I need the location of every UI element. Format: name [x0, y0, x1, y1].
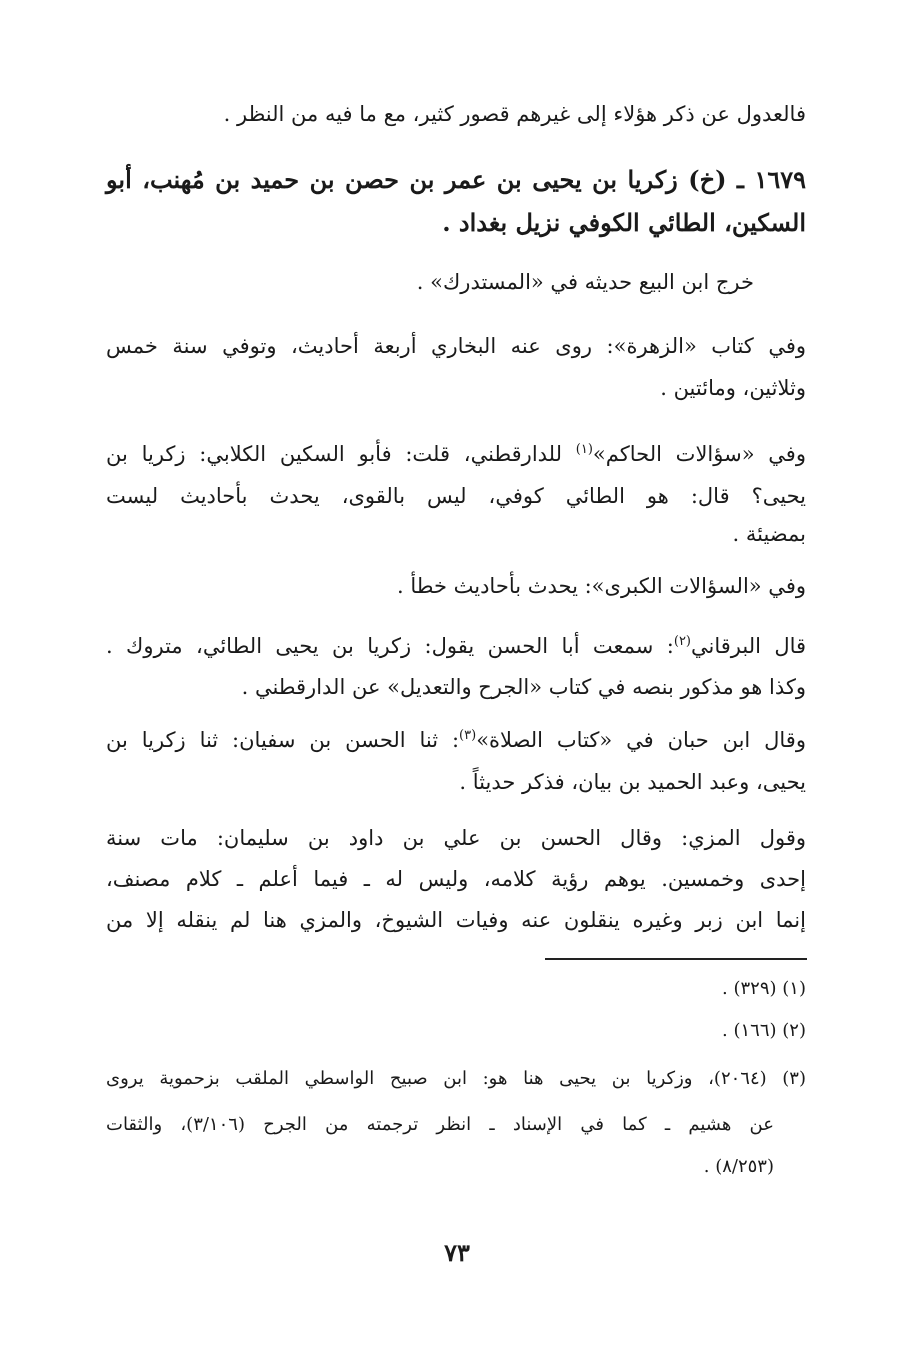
footnote-continuation: (٨/٢٥٣) . — [703, 1156, 774, 1177]
text-line: وكذا هو مذكور بنصه في كتاب «الجرح والتعديل» عن الدارقطني . — [241, 675, 806, 699]
text-line — [106, 630, 806, 662]
footnote-continuation: عن هشيم ـ كما في الإسناد ـ انظر ترجمته من الجرح (٣/١٠٦)، والثقات — [106, 1114, 774, 1135]
footnote: (١) (٣٢٩) . — [722, 978, 806, 999]
text-line: إنما ابن زبر وغيره ينقلون عنه وفيات الشيوخ، والمزي هنا لم ينقله إلا من — [106, 908, 806, 932]
text-line: وفي «السؤالات الكبرى»: يحدث بأحاديث خطأ . — [396, 574, 806, 598]
text-segment: وفي «سؤالات الحاكم» — [592, 442, 806, 466]
footnote-reference: (٣) — [459, 728, 477, 743]
text-segment: قال البرقاني — [691, 634, 807, 658]
text-line — [106, 724, 806, 756]
footnote-reference: (٢) — [673, 634, 691, 649]
text-segment: وقال ابن حبان في «كتاب الصلاة» — [476, 728, 806, 752]
text-segment: : ثنا الحسن بن سفيان: ثنا زكريا بن — [106, 728, 460, 752]
footnote: (٣) (٢٠٦٤)، وزكريا بن يحيى هنا هو: ابن صبيح الواسطي الملقب بزحموية يروى — [106, 1068, 806, 1089]
footnote: (٢) (١٦٦) . — [722, 1020, 806, 1041]
footnote-reference: (١) — [575, 442, 593, 457]
entry-heading-line: السكين، الطائي الكوفي نزيل بغداد . — [442, 208, 806, 237]
text-line: فالعدول عن ذكر هؤلاء إلى غيرهم قصور كثير، مع ما فيه من النظر . — [223, 102, 806, 126]
text-line: خرج ابن البيع حديثه في «المستدرك» . — [416, 270, 754, 294]
text-line — [106, 438, 806, 470]
text-segment: : سمعت أبا الحسن يقول: زكريا بن يحيى الطائي، متروك . — [106, 634, 674, 658]
footnote-separator — [545, 958, 807, 960]
text-line: وقول المزي: وقال الحسن بن علي بن داود بن سليمان: مات سنة — [106, 826, 806, 850]
page-number: ٧٣ — [444, 1238, 470, 1267]
text-segment: للدارقطني، قلت: فأبو السكين الكلابي: زكريا بن — [106, 442, 576, 466]
text-line: إحدى وخمسين. يوهم رؤية كلامه، وليس له ـ فيما أعلم ـ كلام مصنف، — [106, 867, 806, 891]
text-line: بمضيئة . — [732, 522, 806, 546]
entry-heading-line: ١٦٧٩ ـ (خ) زكريا بن يحيى بن عمر بن حصن بن حميد بن مُهنب، أبو — [106, 165, 807, 194]
text-line: وفي كتاب «الزهرة»: روى عنه البخاري أربعة أحاديث، وتوفي سنة خمس — [106, 334, 806, 358]
text-line: وثلاثين، ومائتين . — [660, 376, 806, 400]
text-line: يحيى، وعبد الحميد بن بيان، فذكر حديثاً . — [459, 770, 806, 794]
text-line: يحيى؟ قال: هو الطائي كوفي، ليس بالقوى، يحدث بأحاديث ليست — [106, 484, 806, 508]
